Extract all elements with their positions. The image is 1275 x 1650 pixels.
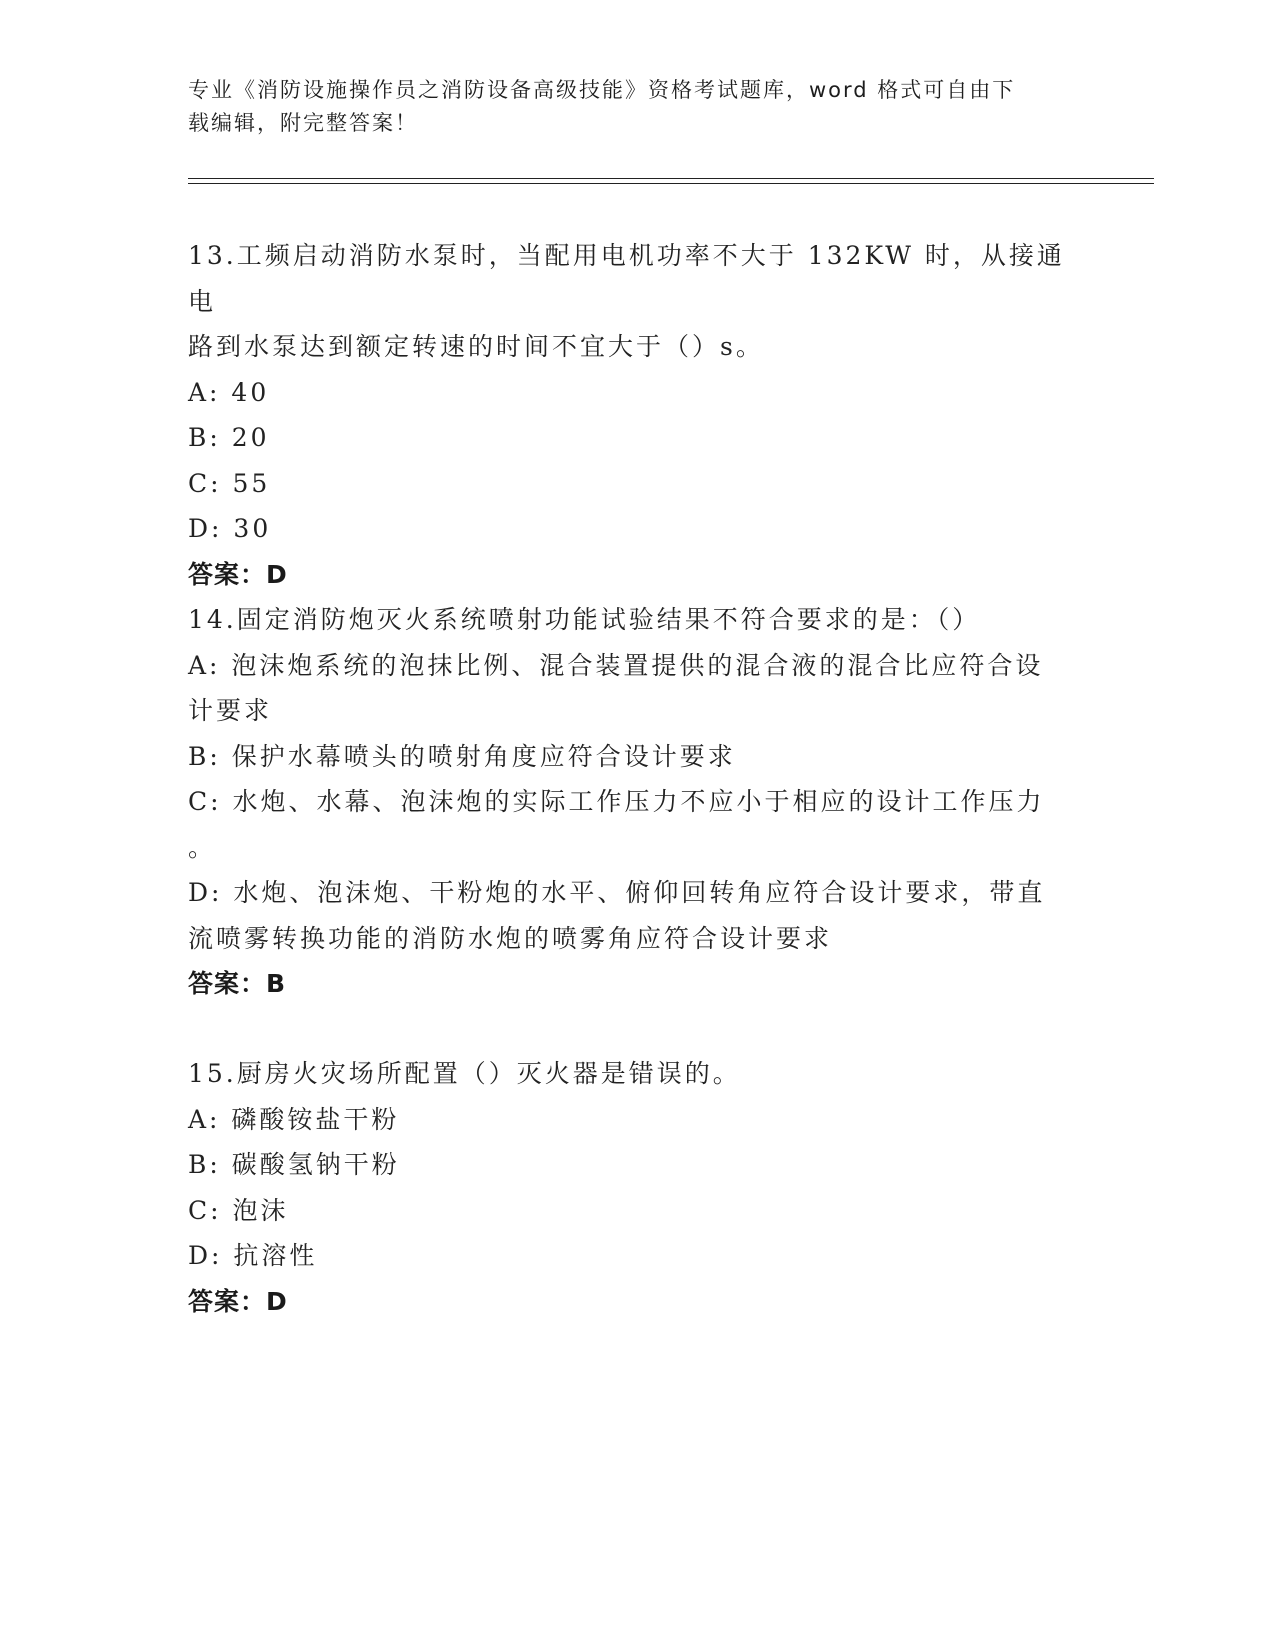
answer-label: 答案：D	[188, 1286, 288, 1316]
option-b: B: 保护水幕喷头的喷射角度应符合设计要求	[188, 741, 736, 771]
option-a: A: 40	[188, 377, 270, 407]
document-header	[188, 74, 1078, 140]
option-c: C: 水炮、水幕、泡沫炮的实际工作压力不应小于相应的设计工作压力	[188, 787, 1045, 816]
question-13	[188, 233, 1078, 597]
header-line-1: 专业《消防设施操作员之消防设备高级技能》资格考试题库，word 格式可自由下	[188, 78, 1016, 102]
option-a-continued: 计要求	[188, 696, 273, 725]
question-stem-line: 13.工频启动消防水泵时，当配用电机功率不大于 132KW 时，从接通电	[188, 241, 1065, 316]
option-d: D: 30	[188, 514, 272, 543]
question-stem-line: 15.厨房火灾场所配置（）灭火器是错误的。	[188, 1059, 741, 1088]
header-divider-bottom	[188, 183, 1154, 184]
option-d: D: 水炮、泡沫炮、干粉炮的水平、俯仰回转角应符合设计要求，带直	[188, 878, 1046, 907]
option-d-continued: 流喷雾转换功能的消防水炮的喷雾角应符合设计要求	[188, 923, 833, 953]
header-line-2: 载编辑，附完整答案！	[188, 111, 418, 135]
question-stem-line: 14.固定消防炮灭火系统喷射功能试验结果不符合要求的是：（）	[188, 605, 981, 634]
question-15	[188, 1051, 1078, 1324]
option-c: C: 泡沫	[188, 1195, 289, 1225]
option-a: A: 泡沫炮系统的泡抹比例、混合装置提供的混合液的混合比应符合设	[188, 650, 1044, 680]
option-b: B: 20	[188, 423, 270, 452]
option-b: B: 碳酸氢钠干粉	[188, 1150, 400, 1179]
option-c: C: 55	[188, 468, 271, 498]
option-c-continued: 。	[188, 832, 217, 862]
answer-label: 答案：D	[188, 559, 288, 589]
option-d: D: 抗溶性	[188, 1241, 318, 1270]
option-a: A: 磷酸铵盐干粉	[188, 1104, 400, 1134]
answer-label: 答案：B	[188, 969, 287, 998]
question-stem-line: 路到水泵达到额定转速的时间不宜大于（）s。	[188, 332, 764, 361]
header-divider-top	[188, 178, 1154, 179]
question-14	[188, 597, 1078, 1007]
